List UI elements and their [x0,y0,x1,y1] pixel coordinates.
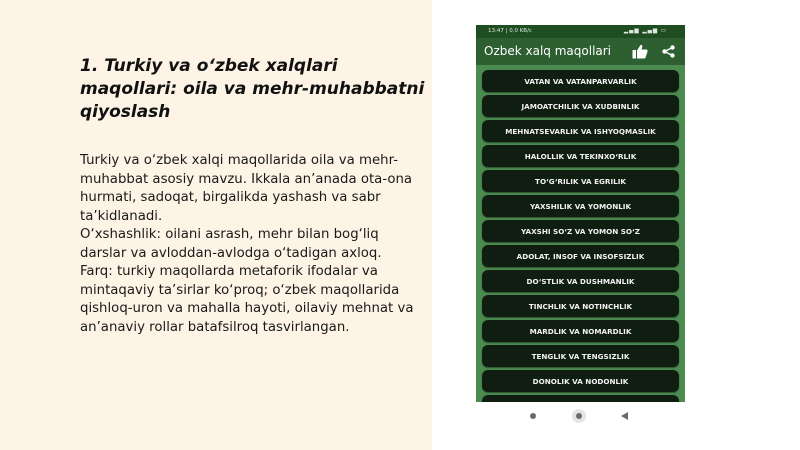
body-paragraph-similarity: O‘xshashlik: oilani asrash, mehr bilan bog‘liq darslar va avloddan-avlodga o‘tadigan axloq. [80,227,382,261]
category-item[interactable]: MEHNATSEVARLIK VA ISHYOQMASLIK [482,120,679,142]
app-title: Ozbek xalq maqollari [484,44,612,58]
home-icon[interactable] [572,409,586,423]
category-list [476,70,685,420]
category-item[interactable]: MARDLIK VA NOMARDLIK [482,320,679,342]
thumbs-up-icon[interactable] [632,44,648,59]
category-item[interactable]: VATAN VA VATANPARVARLIK [482,70,679,92]
back-icon[interactable] [621,412,629,420]
phone-screenshot [476,25,685,430]
status-bar [476,25,685,38]
status-icons: ▂▄▆ ▂▄▆ ▭ [623,28,667,34]
category-item[interactable]: HALOLLIK VA TEKINXO‘RLIK [482,145,679,167]
category-item[interactable]: YAXSHI SO‘Z VA YOMON SO‘Z [482,220,679,242]
body-paragraph-intro: Turkiy va o‘zbek xalqi maqollarida oila va mehr-muhabbat asosiy mavzu. Ikkala an’anada ota-ona hurmati, sadoqat, birgalikda yashash va sabr ta’kidlanadi. [80,153,413,224]
recent-apps-icon[interactable] [530,413,536,419]
category-item[interactable]: TENGLIK VA TENGSIZLIK [482,345,679,367]
app-bar [476,38,685,65]
category-item[interactable]: TO‘G‘RILIK VA EGRILIK [482,170,679,192]
category-item[interactable]: YAXSHILIK VA YOMONLIK [482,195,679,217]
category-item[interactable]: JAMOATCHILIK VA XUDBINLIK [482,95,679,117]
category-item[interactable]: DONOLIK VA NODONLIK [482,370,679,392]
category-item[interactable]: ADOLAT, INSOF VA INSOFSIZLIK [482,245,679,267]
slide-body [80,152,425,337]
category-item[interactable]: DO‘STLIK VA DUSHMANLIK [482,270,679,292]
body-paragraph-difference: Farq: turkiy maqollarda metaforik ifodalar va mintaqaviy ta’sirlar ko‘proq; o‘zbek maqollarida qishloq-uron va mahalla hayoti, oilaviy mehnat va an’anaviy rollar batafsilroq tasvirlangan. [80,264,414,335]
home-dot-icon [576,413,582,419]
category-item[interactable]: TINCHLIK VA NOTINCHLIK [482,295,679,317]
share-icon[interactable] [662,45,675,58]
status-time: 13:47 | 0,0 KB/c [488,28,532,34]
category-list-area[interactable] [476,65,685,402]
android-nav-bar [476,402,685,430]
slide-title: 1. Turkiy va o‘zbek xalqlari maqollari: oila va mehr-muhabbatni qiyoslash [80,56,425,122]
